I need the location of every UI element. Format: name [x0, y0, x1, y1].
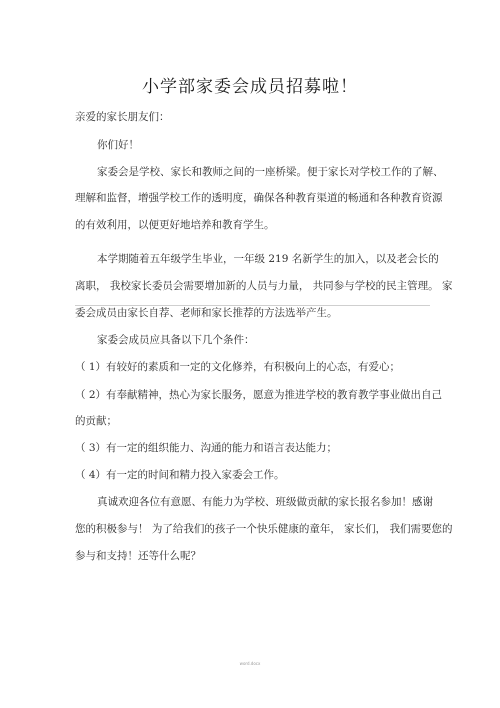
paragraph-1-line-2: 理解和监督，增强学校工作的透明度，确保各种教育渠道的畅通和各种教育资源	[75, 192, 443, 204]
footer-mark: word.docx	[239, 661, 261, 666]
document-title: 小学部家委会成员招募啦！	[142, 77, 358, 97]
salutation-line: 你们好！	[97, 139, 139, 151]
condition-1: （ 1）有较好的素质和一定的文化修养，有积极向上的心态，有爱心；	[75, 361, 401, 373]
closing-line-1: 真诚欢迎各位有意愿、有能力为学校、班级做贡献的家长报名参加！感谢	[97, 496, 433, 508]
condition-3: （ 3）有一定的组织能力、沟通的能力和语言表达能力；	[75, 442, 338, 454]
condition-4: （ 4）有一定的时间和精力投入家委会工作。	[75, 469, 285, 481]
closing-line-2: 您的积极参与！ 为了给我们的孩子一个快乐健康的童年， 家长们， 我们需要您的	[75, 523, 453, 535]
condition-2-line-2: 的贡献；	[75, 415, 117, 427]
paragraph-1-line-1: 家委会是学校、家长和教师之间的一座桥梁。便于家长对学校工作的了解、	[97, 166, 444, 178]
paragraph-1-line-3: 的有效利用，以便更好地培养和教育学生。	[75, 219, 275, 231]
paragraph-2-line-3: 委会成员由家长自荐、老师和家长推荐的方法选举产生。	[75, 307, 338, 319]
paragraph-2-line-2: 离职， 我校家长委员会需要增加新的人员与力量， 共同参与学校的民主管理。 家	[75, 280, 453, 292]
closing-line-3: 参与和支持！还等什么呢？	[75, 550, 201, 562]
paragraph-2-line-1: 本学期随着五年级学生毕业，一年级 219 名新学生的加入，以及老会长的	[97, 253, 439, 265]
condition-2-line-1: （ 2）有奉献精神，热心为家长服务，愿意为推进学校的教育教学事业做出自己	[75, 389, 443, 401]
conditions-heading: 家委会成员应具备以下几个条件：	[97, 334, 255, 346]
greeting-line: 亲爱的家长朋友们：	[75, 111, 170, 123]
